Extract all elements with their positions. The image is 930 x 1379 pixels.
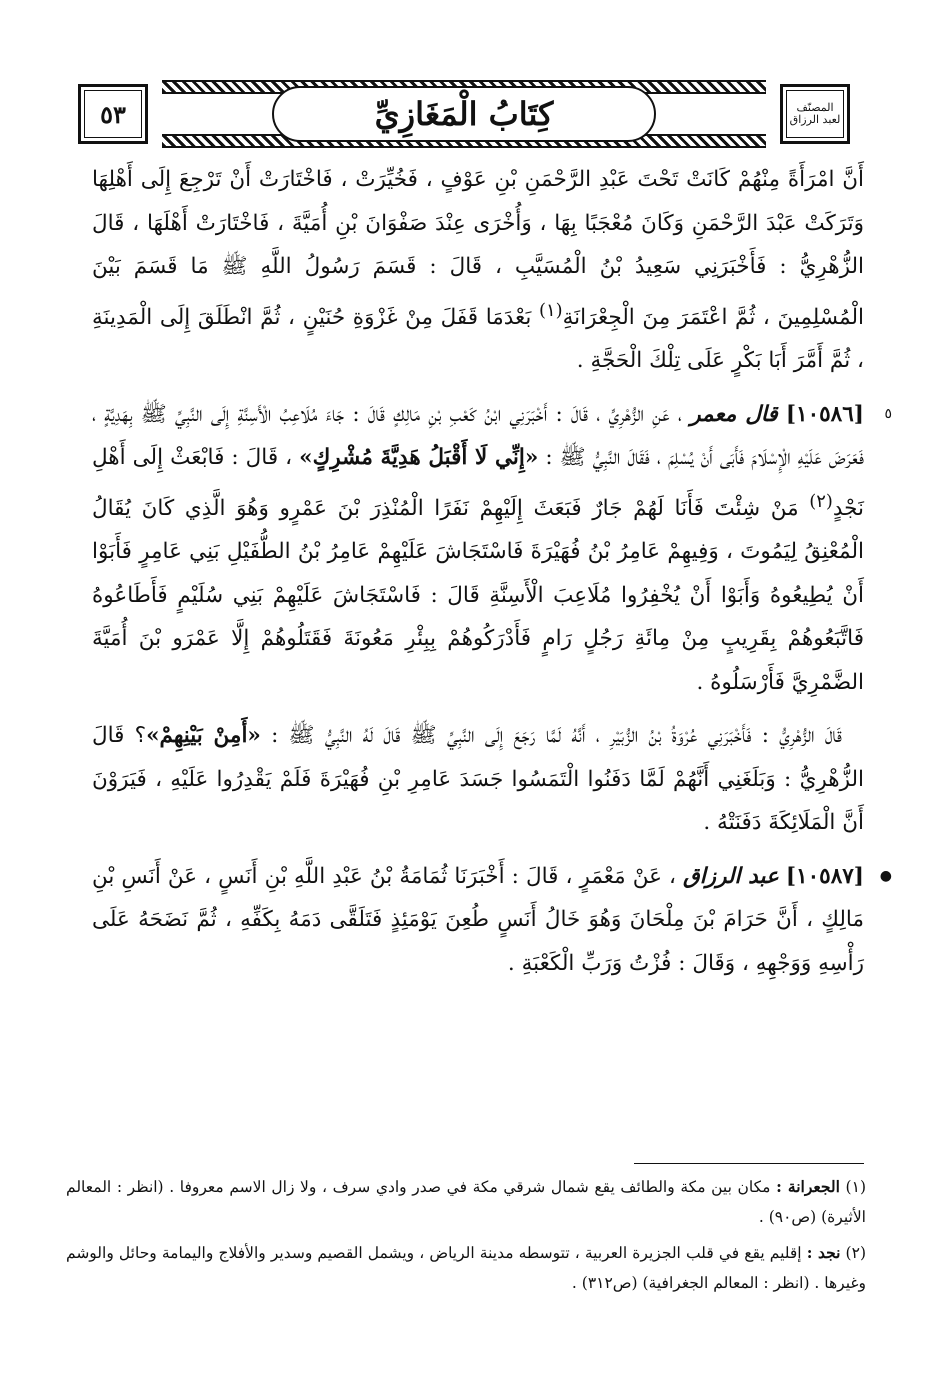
footnote-2-text: إقليم يقع في قلب الجزيرة العربية ، تتوسطه مدينة الرياض ، ويشمل القصيم وسدير والأفلاج واليمامة وحائل والوشم وغيرها . (انظر : المعالم الجغرافية) (ص٣١٢) . <box>66 1244 866 1292</box>
footnote-ref-2[interactable]: (٢) <box>809 490 833 512</box>
paragraph-1-text: أَنَّ امْرَأَةً مِنْهُمْ كَانَتْ تَحْتَ عَبْدِ الرَّحْمَنِ بْنِ عَوْفٍ ، فَخُيِّرَتْ ، فَاخْتَارَتْ أَنْ تَرْجِعَ إِلَى أَهْلِهَا وَتَرَكَتْ عَبْدَ الرَّحْمَنِ وَكَانَ مُعْجَبًا بِهَا ، وَأُخْرَى عِنْدَ صَفْوَانَ بْنِ أُمَيَّةَ ، فَاخْتَارَتْ أَهْلَهَا ، قَالَ الزُّهْرِيُّ : فَأَخْبَرَنِي سَعِيدُ بْنُ الْمُسَيَّبِ ، قَالَ : قَسَمَ رَسُولُ اللَّهِ ﷺ مَا قَسَمَ بَيْنَ الْمُسْلِمِينَ ، ثُمَّ اعْتَمَرَ مِنَ الْجِعْرَانَةِ <box>92 167 864 330</box>
hadith-marker-circle: ٥ <box>884 405 892 422</box>
page-header <box>78 78 850 150</box>
hadith-narrator-2: عبد الرزاق <box>683 863 779 889</box>
footnote-1 <box>66 1172 866 1232</box>
title-cartouche <box>272 86 656 142</box>
hadith-marker-dot: ● <box>879 867 892 884</box>
hadith-text: ، عَنِ الزُّهْرِيِّ ، قَالَ : أَخْبَرَنِي ابْنُ كَعْبِ بْنِ مَالِكٍ قَالَ : جَاءَ مُلَاعِبُ الْأَسِنَّةِ إِلَى النَّبِيِّ ﷺ بِهَدِيَّةٍ ، فَعَرَضَ عَلَيْهِ الْإِسْلَامَ فَأَبَى أَنْ يُسْلِمَ ، فَقَالَ النَّبِيُّ ﷺ : <box>92 401 865 471</box>
zuhri-paragraph <box>92 714 864 845</box>
hadith-10586 <box>92 393 892 705</box>
emblem-line-1: المصنّف <box>796 101 834 114</box>
hadith-text-2: ، قَالَ : فَابْعَثْ إِلَى أَهْلِ نَجْدٍ <box>92 445 864 521</box>
footnote-1-term: الجعرانة : <box>776 1177 840 1196</box>
hadith-text-3: مَنْ شِئْتَ فَأَنَا لَهُمْ جَارٌ فَبَعَثَ إِلَيْهِمْ نَفَرًا الْمُنْذِرَ بْنَ عَمْرٍو وَهُوَ الَّذِي كَانَ يُقَالُ الْمُعْنِقُ لِيَمُوتَ ، وَفِيهِمْ عَامِرُ بْنُ فُهَيْرَةَ فَاسْتَجَاشَ عَلَيْهِمْ عَامِرُ بْنُ الطُّفَيْلِ بَنِي عَامِرٍ فَأَبَوْا أَنْ يُطِيعُوهُ وَأَبَوْا أَنْ يُخْفِرُوا مُلَاعِبَ الْأَسِنَّةِ قَالَ : فَاسْتَجَاشَ عَلَيْهِمْ بَنِي سُلَيْمٍ فَأَطَاعُوهُ فَاتَّبَعُوهُمْ بِقَرِيبٍ مِنْ مِائَةِ رَجُلٍ رَامٍ فَأَدْرَكُوهُمْ بِبِئْرِ مَعُونَةَ فَقَتَلُوهُمْ إِلَّا عَمْرَو بْنَ أُمَيَّةَ الضَّمْرِيَّ فَأَرْسَلُوهُ . <box>92 495 864 695</box>
main-text <box>92 158 892 985</box>
prophet-quote: «إِنِّي لَا أَقْبَلُ هَدِيَّةَ مُشْرِكٍ» <box>299 445 539 471</box>
zuhri-text-2: ؟ قَالَ الزُّهْرِيُّ : وَبَلَغَنِي أَنَّهُمْ لَمَّا دَفَنُوا الْتَمَسُوا جَسَدَ عَامِرِ بْنِ فُهَيْرَةَ فَلَمْ يَقْدِرُوا عَلَيْهِ ، فَيَرَوْنَ أَنَّ الْمَلَائِكَةَ دَفَنَتْهُ . <box>92 723 864 836</box>
footnote-1-number: (١) <box>845 1178 866 1196</box>
hadith-number-2: [١٠٥٨٧] <box>785 863 864 889</box>
footnote-1-text: مكان بين مكة والطائف يقع شمال شرقي مكة في صدر وادي سرف ، ولا زال الاسم معروفا . (انظر : المعالم الأثيرة) (ص٩٠) . <box>66 1178 866 1226</box>
book-emblem-box <box>780 84 850 144</box>
hadith-narrator: قال معمر <box>690 401 778 427</box>
hadith-text-4: ، عَنْ مَعْمَرٍ ، قَالَ : أَخْبَرَنَا ثُمَامَةُ بْنُ عَبْدِ اللَّهِ بْنِ أَنَسٍ ، عَنْ أَنَسِ بْنِ مَالِكٍ ، أَنَّ حَرَامَ بْنَ مِلْحَانَ وَهُوَ خَالُ أَنَسٍ طُعِنَ يَوْمَئِذٍ فَتَلَقَّى دَمَهُ بِكَفِّهِ ، ثُمَّ نَضَحَهُ عَلَى رَأْسِهِ وَوَجْهِهِ ، وَقَالَ : فُزْتُ وَرَبِّ الْكَعْبَةِ . <box>92 863 864 976</box>
hadith-number: [١٠٥٨٦] <box>785 401 864 427</box>
hadith-10587 <box>92 855 892 986</box>
book-title: كِتَابُ الْمَغَازِيِّ <box>374 95 554 133</box>
footnote-2-number: (٢) <box>845 1244 866 1262</box>
book-emblem <box>788 101 843 127</box>
footnotes <box>66 1172 866 1298</box>
prophet-quote-2: «أَمِنْ بَيْنِهِمْ» <box>146 723 261 749</box>
footnote-separator <box>634 1163 864 1164</box>
zuhri-text: قَالَ الزُّهْرِيُّ : فَأَخْبَرَنِي عُرْوَةُ بْنُ الزُّبَيْرِ ، أَنَّهُ لَمَّا رَجَعَ إِلَى النَّبِيِّ ﷺ قَالَ لَهُ النَّبِيُّ ﷺ : <box>271 723 842 749</box>
paragraph-1-end: بَعْدَمَا قَفَلَ مِنْ غَزْوَةِ حُنَيْنٍ ، ثُمَّ انْطَلَقَ إِلَى الْمَدِينَةِ ، ثُمَّ أَمَّرَ أَبَا بَكْرٍ عَلَى تِلْكَ الْحَجَّةِ . <box>92 304 864 374</box>
footnote-2-term: نجد : <box>806 1243 841 1262</box>
paragraph-1 <box>92 158 864 383</box>
footnote-ref-1[interactable]: (١) <box>539 299 563 321</box>
emblem-line-2: لعبد الرزاق <box>789 113 841 126</box>
page-number: ٥٣ <box>96 100 130 129</box>
footnote-2 <box>66 1238 866 1298</box>
page-number-box <box>78 84 148 144</box>
header-ornament <box>162 78 766 150</box>
